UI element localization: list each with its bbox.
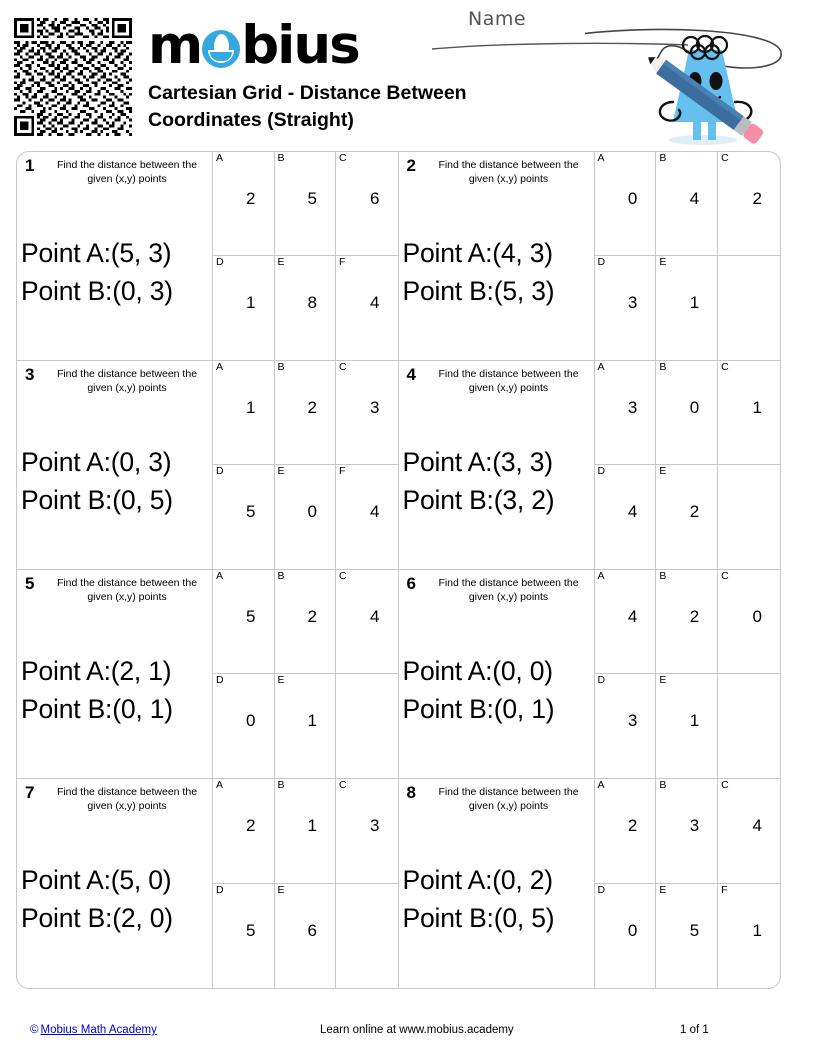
option-label: E — [659, 256, 667, 268]
answer-option[interactable] — [595, 884, 657, 989]
option-label: C — [339, 570, 347, 582]
answer-options — [594, 779, 781, 988]
problem-number: 2 — [406, 156, 416, 175]
option-value: 6 — [370, 189, 380, 208]
problem-statement — [17, 652, 212, 729]
answer-option-empty — [336, 674, 398, 778]
option-label: B — [659, 361, 667, 373]
problem-statement — [17, 443, 212, 520]
answer-option[interactable] — [275, 465, 337, 569]
answer-option[interactable] — [275, 779, 337, 884]
answer-options — [212, 779, 398, 988]
problem-number: 8 — [406, 783, 416, 802]
answer-options — [212, 152, 398, 360]
problem-prompt: Find the distance between the given (x,y) points — [56, 786, 198, 813]
answer-option[interactable] — [213, 674, 275, 778]
answer-option[interactable] — [718, 570, 780, 674]
answer-option[interactable] — [275, 570, 337, 674]
mobius-math-academy-link[interactable]: Mobius Math Academy — [40, 1024, 157, 1036]
answer-options — [594, 361, 781, 569]
option-label: E — [277, 674, 285, 686]
option-value: 3 — [627, 398, 638, 417]
problem-number: 6 — [406, 574, 416, 593]
option-label: C — [339, 152, 347, 164]
answer-option[interactable] — [213, 570, 275, 674]
answer-option[interactable] — [275, 152, 337, 256]
point-a-line: Point A:(0, 2) — [402, 865, 553, 895]
option-value: 2 — [246, 189, 256, 208]
page-title: Cartesian Grid - Distance Between Coordinates (Straight) — [148, 82, 467, 131]
option-label: D — [597, 465, 606, 477]
problem-statement — [17, 234, 212, 311]
answer-option[interactable] — [595, 152, 657, 256]
problem-cell — [17, 570, 399, 779]
option-value: 2 — [689, 502, 700, 521]
option-value: 5 — [246, 502, 256, 521]
option-label: B — [659, 779, 667, 791]
option-label: D — [216, 674, 224, 686]
answer-option[interactable] — [595, 361, 657, 465]
option-label: B — [277, 361, 285, 373]
option-value: 2 — [246, 816, 256, 835]
option-value: 8 — [307, 293, 317, 312]
problem-cell — [17, 361, 399, 570]
option-value: 1 — [752, 920, 762, 940]
option-label: E — [277, 883, 285, 896]
answer-option[interactable] — [595, 465, 657, 569]
answer-option[interactable] — [656, 152, 718, 256]
answer-option[interactable] — [718, 779, 780, 884]
option-label: E — [659, 883, 667, 896]
copyright-symbol: © — [30, 1024, 39, 1036]
answer-option[interactable] — [213, 152, 275, 256]
answer-option[interactable] — [213, 256, 275, 360]
problem-cell — [17, 152, 399, 361]
answer-option[interactable] — [336, 361, 398, 465]
problem-prompt: Find the distance between the given (x,y) points — [56, 368, 198, 395]
problem-cell — [399, 779, 781, 988]
problem-cell — [17, 779, 399, 988]
option-label: B — [659, 570, 667, 582]
option-label: D — [216, 256, 224, 268]
option-label: A — [597, 779, 605, 791]
point-b-line: Point B:(2, 0) — [21, 903, 173, 934]
option-value: 1 — [246, 398, 256, 417]
option-value: 1 — [307, 816, 317, 835]
answer-option[interactable] — [336, 256, 398, 360]
option-value: 3 — [627, 293, 638, 312]
option-label: E — [659, 674, 667, 686]
option-value: 6 — [307, 920, 317, 940]
answer-option[interactable] — [656, 570, 718, 674]
option-label: D — [597, 256, 606, 268]
logo-text-pre: m — [148, 14, 202, 76]
point-a-line: Point A:(0, 3) — [21, 447, 172, 477]
answer-option[interactable] — [595, 570, 657, 674]
option-label: F — [721, 883, 728, 896]
answer-option[interactable] — [656, 674, 718, 778]
answer-options — [212, 570, 398, 778]
answer-options — [594, 570, 781, 778]
option-label: B — [277, 570, 285, 582]
option-value: 4 — [370, 502, 380, 521]
point-a-line: Point A:(5, 3) — [21, 238, 172, 268]
option-value: 5 — [246, 607, 256, 626]
option-label: E — [277, 256, 285, 268]
answer-option[interactable] — [656, 465, 718, 569]
point-a-line: Point A:(4, 3) — [402, 238, 553, 268]
page-header — [0, 0, 815, 148]
option-label: A — [216, 570, 224, 582]
point-a-line: Point A:(0, 0) — [402, 656, 553, 686]
option-value: 4 — [689, 189, 700, 208]
answer-option-empty — [336, 884, 398, 989]
footer-tagline: Learn online at www.mobius.academy — [320, 1024, 514, 1036]
answer-option[interactable] — [718, 152, 780, 256]
option-value: 4 — [370, 293, 380, 312]
answer-option[interactable] — [656, 256, 718, 360]
option-value: 3 — [627, 711, 638, 730]
answer-option[interactable] — [275, 256, 337, 360]
answer-option[interactable] — [213, 779, 275, 884]
option-value: 3 — [370, 816, 380, 835]
option-label: A — [216, 152, 224, 164]
option-value: 3 — [370, 398, 380, 417]
answer-option[interactable] — [656, 361, 718, 465]
option-value: 1 — [689, 293, 700, 312]
problem-cell — [399, 361, 781, 570]
answer-option[interactable] — [336, 779, 398, 884]
option-value: 5 — [307, 189, 317, 208]
option-label: E — [277, 465, 285, 477]
option-value: 4 — [370, 607, 380, 626]
option-value: 0 — [627, 920, 638, 940]
page-number: 1 of 1 — [680, 1024, 709, 1036]
answer-options — [594, 152, 781, 360]
worksheet-body — [16, 151, 781, 989]
option-label: C — [721, 570, 729, 582]
problem-grid — [17, 152, 780, 988]
point-b-line: Point B:(0, 1) — [402, 694, 555, 725]
problem-statement — [399, 652, 594, 729]
answer-option[interactable] — [656, 884, 718, 989]
option-label: C — [339, 361, 347, 373]
answer-option[interactable] — [718, 884, 780, 989]
option-value: 0 — [752, 607, 762, 626]
option-label: F — [339, 465, 346, 477]
question-column — [399, 152, 594, 360]
problem-prompt: Find the distance between the given (x,y) points — [438, 368, 579, 395]
option-value: 0 — [246, 711, 256, 730]
answer-option[interactable] — [336, 152, 398, 256]
page-footer — [0, 1024, 815, 1046]
answer-option[interactable] — [595, 779, 657, 884]
question-column — [17, 152, 212, 360]
mobius-droplet-icon — [202, 30, 240, 68]
option-label: C — [721, 152, 729, 164]
option-label: D — [597, 674, 606, 686]
option-label: C — [721, 779, 729, 791]
option-label: B — [659, 152, 667, 164]
option-value: 2 — [689, 607, 700, 626]
problem-number: 5 — [25, 574, 35, 593]
option-value: 2 — [752, 189, 762, 208]
answer-option[interactable] — [213, 465, 275, 569]
option-label: C — [339, 779, 347, 791]
option-value: 0 — [627, 189, 638, 208]
option-value: 5 — [246, 920, 256, 940]
answer-option[interactable] — [336, 465, 398, 569]
mascot-illustration — [585, 18, 815, 148]
option-value: 4 — [627, 607, 638, 626]
option-value: 1 — [752, 398, 762, 417]
point-b-line: Point B:(0, 5) — [402, 903, 555, 934]
point-a-line: Point A:(3, 3) — [402, 447, 553, 477]
option-value: 3 — [689, 816, 700, 835]
option-value: 0 — [689, 398, 700, 417]
option-label: D — [216, 465, 224, 477]
answer-option[interactable] — [275, 884, 337, 989]
point-a-line: Point A:(2, 1) — [21, 656, 172, 686]
answer-option[interactable] — [595, 256, 657, 360]
answer-option-empty — [718, 674, 780, 778]
question-column — [17, 779, 212, 988]
answer-option[interactable] — [718, 361, 780, 465]
option-label: A — [597, 152, 605, 164]
point-b-line: Point B:(0, 5) — [21, 485, 173, 516]
option-value: 1 — [689, 711, 700, 730]
answer-option[interactable] — [656, 779, 718, 884]
option-label: B — [277, 779, 285, 791]
option-value: 4 — [752, 816, 762, 835]
point-b-line: Point B:(0, 3) — [21, 276, 173, 307]
answer-option[interactable] — [213, 361, 275, 465]
option-label: D — [597, 883, 606, 896]
option-label: A — [597, 570, 605, 582]
problem-number: 7 — [25, 783, 35, 802]
problem-prompt: Find the distance between the given (x,y) points — [438, 159, 579, 186]
answer-option[interactable] — [275, 361, 337, 465]
option-value: 2 — [307, 607, 317, 626]
option-label: A — [597, 361, 605, 373]
answer-option[interactable] — [213, 884, 275, 989]
option-value: 2 — [307, 398, 317, 417]
question-column — [399, 570, 594, 778]
problem-prompt: Find the distance between the given (x,y) points — [56, 577, 198, 604]
problem-statement — [17, 861, 212, 938]
option-label: D — [216, 883, 224, 896]
question-column — [17, 361, 212, 569]
point-a-line: Point A:(5, 0) — [21, 865, 172, 895]
answer-option[interactable] — [275, 674, 337, 778]
problem-prompt: Find the distance between the given (x,y) points — [438, 577, 579, 604]
copyright-block — [30, 1024, 157, 1036]
problem-prompt: Find the distance between the given (x,y) points — [438, 786, 579, 813]
option-value: 2 — [627, 816, 638, 835]
option-label: C — [721, 361, 729, 373]
answer-options — [212, 361, 398, 569]
problem-cell — [399, 570, 781, 779]
qr-code[interactable] — [14, 18, 132, 136]
problem-cell — [399, 152, 781, 361]
answer-option[interactable] — [336, 570, 398, 674]
logo-text-post: bius — [241, 14, 359, 76]
option-value: 4 — [627, 502, 638, 521]
option-value: 5 — [689, 920, 700, 940]
question-column — [399, 361, 594, 569]
option-value: 0 — [307, 502, 317, 521]
problem-statement — [399, 443, 594, 520]
problem-prompt: Find the distance between the given (x,y) points — [56, 159, 198, 186]
point-b-line: Point B:(0, 1) — [21, 694, 173, 725]
option-label: E — [659, 465, 667, 477]
problem-number: 3 — [25, 365, 35, 384]
option-label: F — [339, 256, 346, 268]
name-label: Name — [468, 8, 527, 30]
problem-number: 4 — [406, 365, 416, 384]
question-column — [17, 570, 212, 778]
point-b-line: Point B:(3, 2) — [402, 485, 555, 516]
point-b-line: Point B:(5, 3) — [402, 276, 555, 307]
answer-option[interactable] — [595, 674, 657, 778]
option-value: 1 — [246, 293, 256, 312]
option-label: A — [216, 779, 224, 791]
option-label: B — [277, 152, 285, 164]
question-column — [399, 779, 594, 988]
answer-option-empty — [718, 256, 780, 360]
option-value: 1 — [307, 711, 317, 730]
answer-option-empty — [718, 465, 780, 569]
problem-number: 1 — [25, 156, 35, 175]
problem-statement — [399, 234, 594, 311]
option-label: A — [216, 361, 224, 373]
problem-statement — [399, 861, 594, 938]
